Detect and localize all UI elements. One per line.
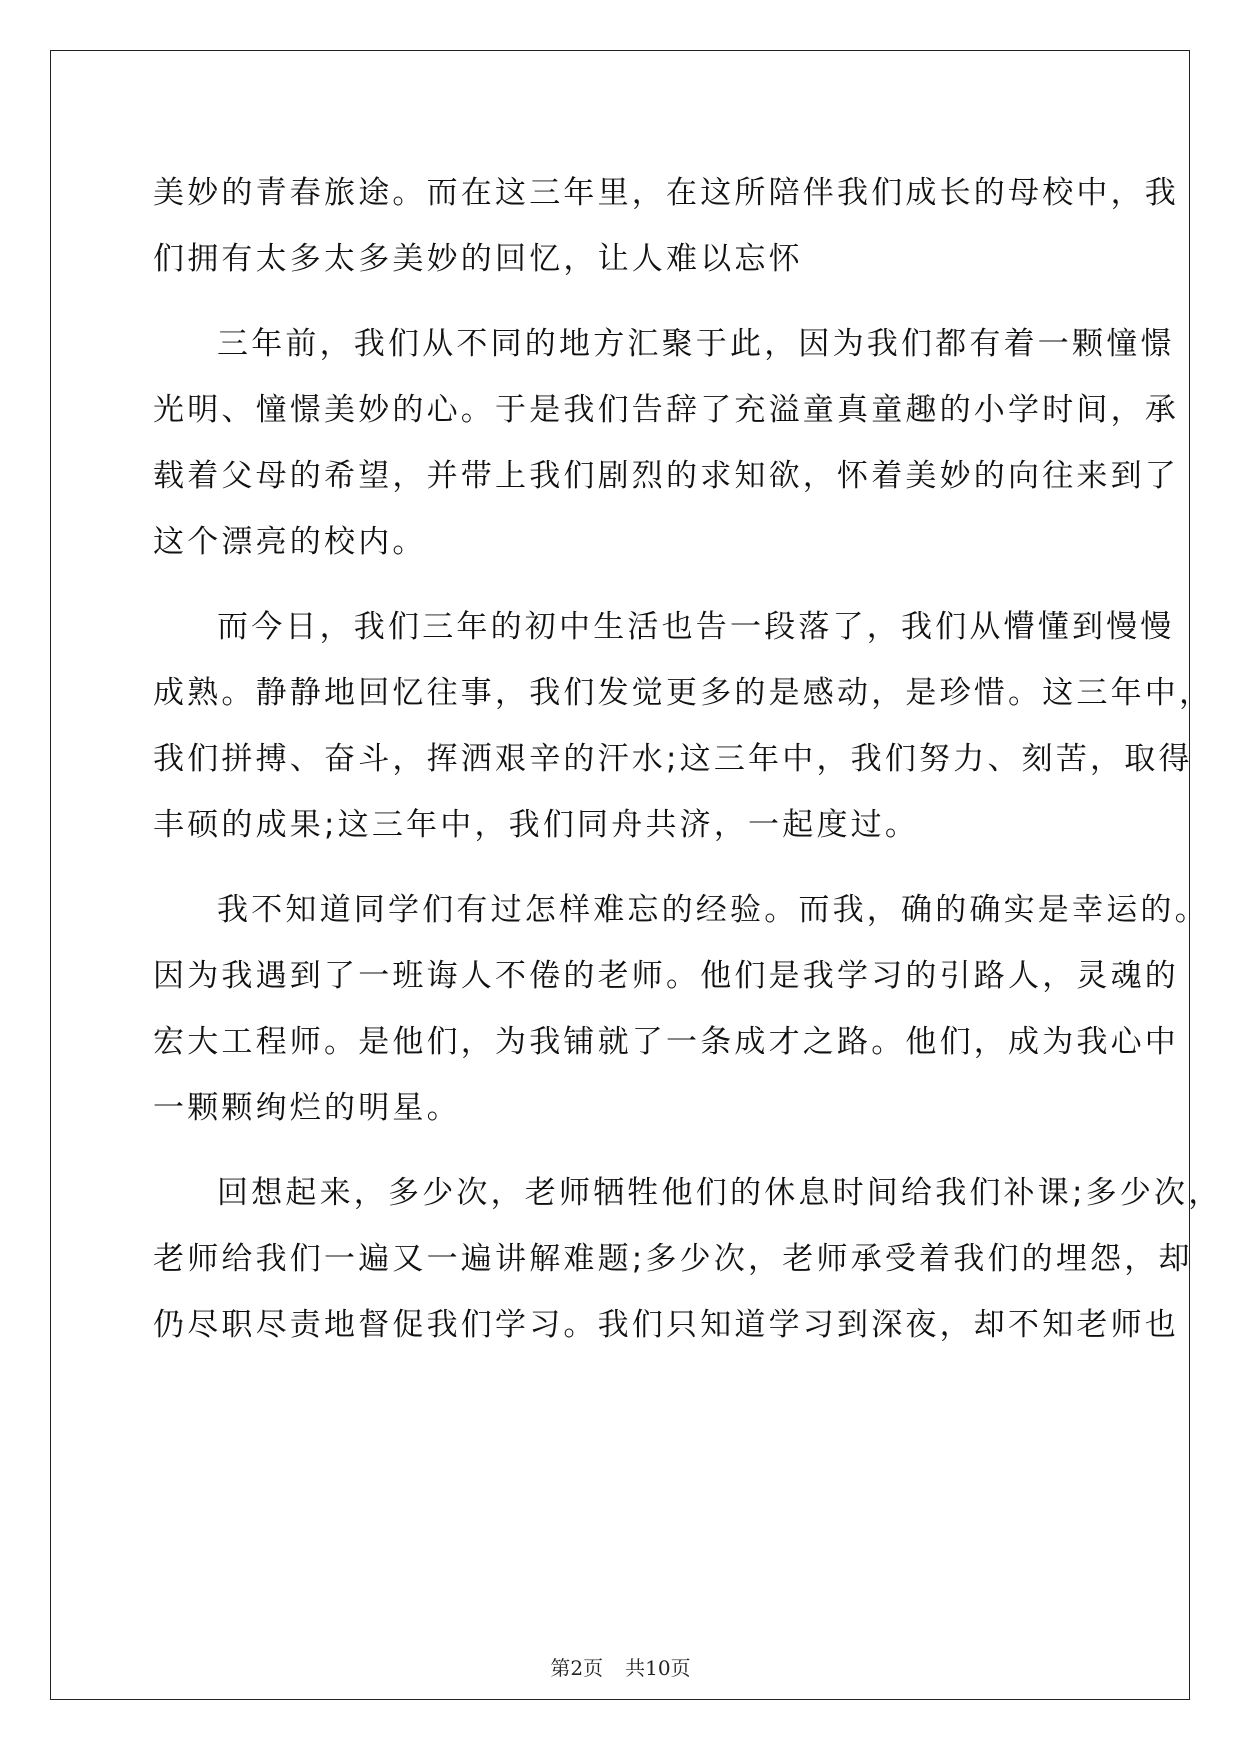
text-line: 丰硕的成果;这三年中，我们同舟共济，一起度过。 [153,807,920,843]
paragraph-first-line: 而今日，我们三年的初中生活也告一段落了，我们从懵懂到慢慢 [217,609,1175,645]
paragraph-first-line: 回想起来，多少次，老师牺牲他们的休息时间给我们补课;多少次， [217,1175,1223,1211]
text-line: 这个漂亮的校内。 [153,524,427,560]
text-line: 我们拼搏、奋斗，挥洒艰辛的汗水;这三年中，我们努力、刻苦，取得 [153,741,1193,777]
text-line: 载着父母的希望，并带上我们剧烈的求知欲，怀着美妙的向往来到了 [153,458,1179,494]
text-line: 因为我遇到了一班诲人不倦的老师。他们是我学习的引路人，灵魂的 [153,958,1179,994]
text-line: 们拥有太多太多美妙的回忆，让人难以忘怀 [153,241,803,277]
text-line: 老师给我们一遍又一遍讲解难题;多少次，老师承受着我们的埋怨，却 [153,1241,1193,1277]
text-line: 光明、憧憬美妙的心。于是我们告辞了充溢童真童趣的小学时间，承 [153,392,1179,428]
paragraph-first-line: 三年前，我们从不同的地方汇聚于此，因为我们都有着一颗憧憬 [217,326,1175,362]
document-body [153,160,1223,1358]
text-line: 一颗颗绚烂的明星。 [153,1090,461,1126]
text-line: 成熟。静静地回忆往事，我们发觉更多的是感动，是珍惜。这三年中， [153,675,1214,711]
page-number-total: 共10页 [625,1656,691,1680]
text-line: 美妙的青春旅途。而在这三年里，在这所陪伴我们成长的母校中，我 [153,175,1179,211]
text-line: 宏大工程师。是他们，为我铺就了一条成才之路。他们，成为我心中 [153,1024,1179,1060]
text-line: 仍尽职尽责地督促我们学习。我们只知道学习到深夜，却不知老师也 [153,1307,1179,1343]
page-footer [0,1652,1241,1681]
paragraph-first-line: 我不知道同学们有过怎样难忘的经验。而我，确的确实是幸运的。 [217,892,1209,928]
page-number-current: 第2页 [550,1656,604,1680]
